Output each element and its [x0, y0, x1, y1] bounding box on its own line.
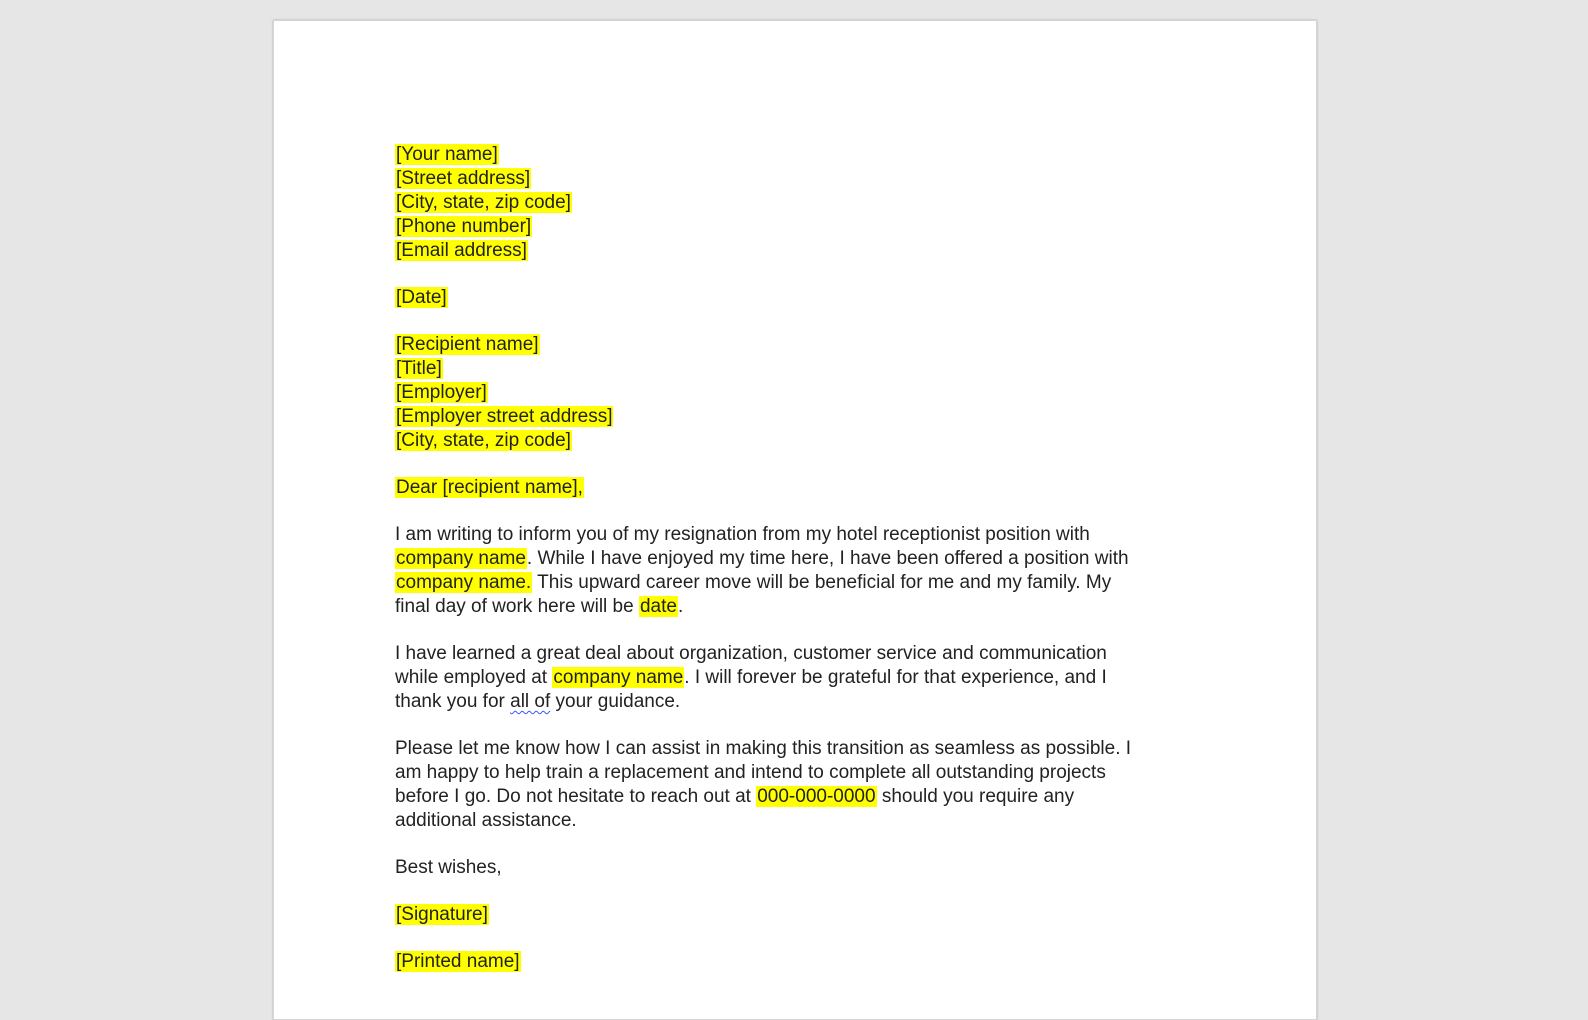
p1-line-4: final day of work here will be	[395, 596, 639, 617]
signature: [Signature]	[396, 904, 488, 925]
paragraph-3	[395, 737, 1195, 833]
p3-line-1: Please let me know how I can assist in making this transition as seamless as possible. I	[395, 738, 1132, 759]
closing-block	[395, 856, 1195, 880]
sender-street: [Street address]	[396, 168, 531, 189]
salutation-block	[395, 476, 1195, 500]
p3-line-3a: before I go. Do not hesitate to reach out at	[395, 786, 757, 807]
p2-line-1: I have learned a great deal about organization, customer service and communication	[395, 643, 1107, 664]
p1-line-4-end: .	[677, 596, 684, 617]
p1-date: date	[639, 596, 677, 617]
p1-line-2: . While I have enjoyed my time here, I have been offered a position with	[526, 548, 1129, 569]
sender-block	[395, 143, 1195, 263]
p1-line-1: I am writing to inform you of my resignation from my hotel receptionist position with	[395, 524, 1090, 545]
recipient-title: [Title]	[396, 358, 442, 379]
recipient-city: [City, state, zip code]	[396, 430, 571, 451]
recipient-name: [Recipient name]	[396, 334, 539, 355]
p2-company: company name	[553, 667, 684, 688]
p1-line-3: This upward career move will be beneficial for me and my family. My	[532, 572, 1112, 593]
p2-line-2a: while employed at	[395, 667, 553, 688]
p1-company-2: company name.	[396, 572, 532, 593]
closing: Best wishes,	[395, 857, 502, 878]
recipient-street: [Employer street address]	[396, 406, 613, 427]
signature-block	[395, 903, 1195, 927]
p2-line-3b: your guidance.	[550, 691, 681, 712]
document-page[interactable]	[273, 20, 1317, 1020]
sender-name: [Your name]	[396, 144, 498, 165]
p3-line-4: additional assistance.	[395, 810, 577, 831]
letter-date: [Date]	[396, 287, 447, 308]
p2-line-2b: . I will forever be grateful for that experience, and I	[684, 667, 1107, 688]
grammar-flag[interactable]: all of	[510, 691, 551, 712]
sender-email: [Email address]	[396, 240, 527, 261]
sender-city: [City, state, zip code]	[396, 192, 571, 213]
p1-company-1: company name	[396, 548, 526, 569]
date-block	[395, 286, 1195, 310]
printed-name-block	[395, 950, 1195, 974]
paragraph-2	[395, 642, 1195, 714]
salutation: Dear [recipient name],	[396, 477, 583, 498]
paragraph-1	[395, 523, 1195, 619]
letter-body[interactable]	[395, 143, 1195, 997]
sender-phone: [Phone number]	[396, 216, 532, 237]
p3-line-3b: should you require any	[876, 786, 1075, 807]
recipient-employer: [Employer]	[396, 382, 487, 403]
printed-name: [Printed name]	[396, 951, 520, 972]
p3-phone: 000-000-0000	[757, 786, 876, 807]
recipient-block	[395, 333, 1195, 453]
p3-line-2: am happy to help train a replacement and intend to complete all outstanding projects	[395, 762, 1106, 783]
p2-line-3a: thank you for	[395, 691, 511, 712]
